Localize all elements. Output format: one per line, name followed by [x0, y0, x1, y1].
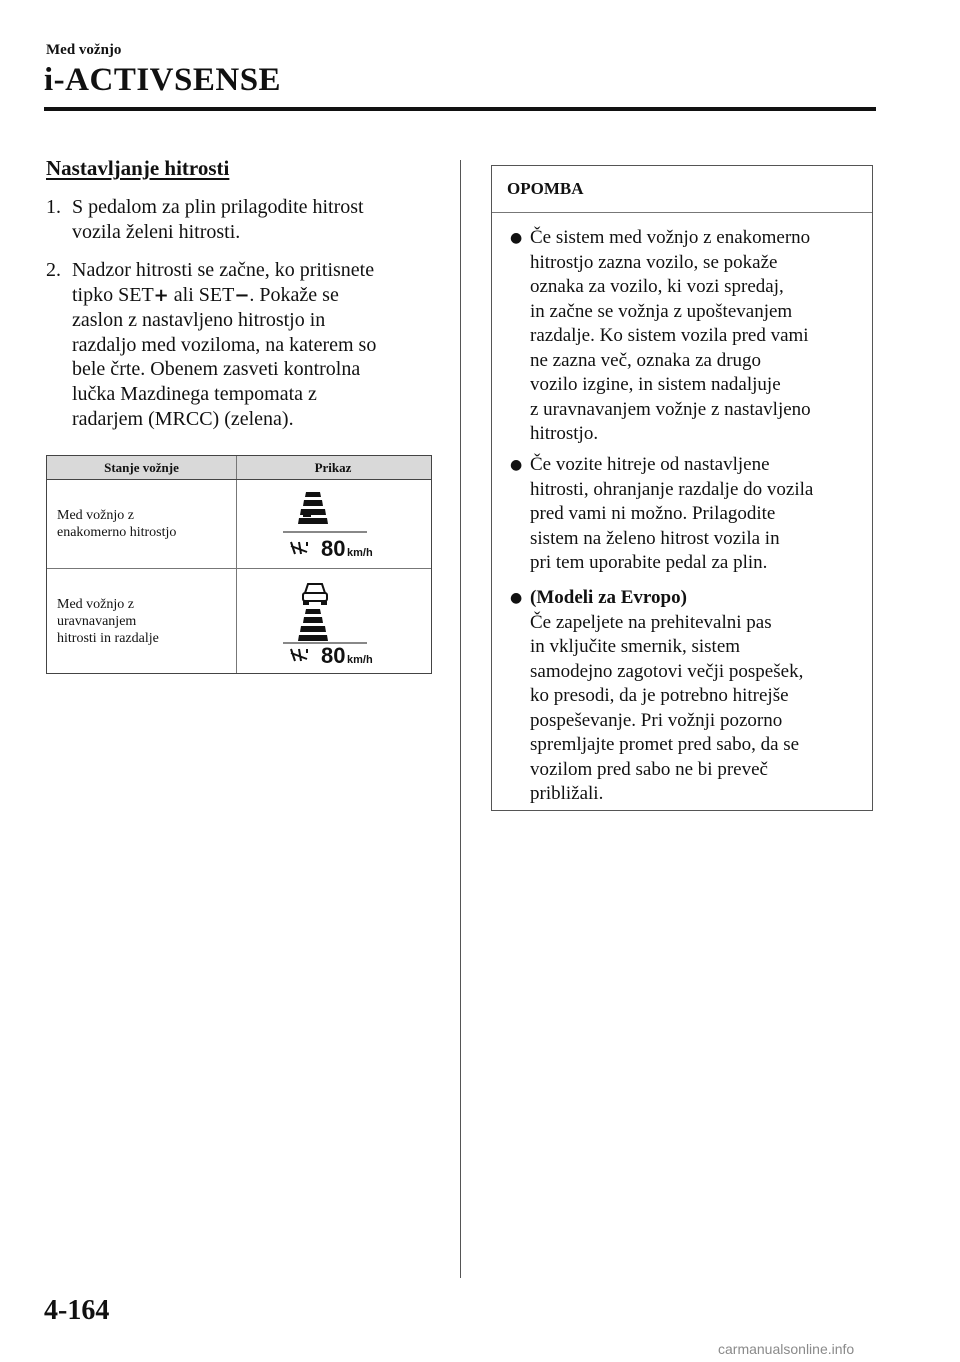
note-line: Če vozite hitreje od nastavljene: [530, 454, 770, 475]
page-title: i-ACTIVSENSE: [44, 62, 282, 98]
note-line: pospeševanje. Pri vožnji pozorno: [530, 709, 783, 731]
note-line: razdalje. Ko sistem vozila pred vami: [530, 325, 809, 346]
cruise-display-graphic: [237, 480, 429, 568]
note-line: vozilo izgine, in sistem nadaljuje: [530, 374, 781, 395]
state-line: uravnavanjem: [57, 613, 137, 629]
speed-value: 80: [321, 536, 346, 561]
column-header-state: Stanje vožnje: [47, 456, 237, 479]
state-line: Med vožnjo z: [57, 508, 134, 523]
note-line: spremljajte promet pred sabo, da se: [530, 734, 800, 755]
note-line: približali.: [530, 783, 604, 804]
note-line: oznaka za vozilo, ki vozi spredaj,: [530, 276, 784, 297]
note-title: OPOMBA: [492, 166, 872, 213]
plus-icon: +: [153, 284, 169, 306]
cruise-display-graphic: [237, 569, 429, 673]
step-line: razdaljo med voziloma, na katerem so: [72, 333, 377, 356]
note-line: Če zapeljete na prehitevalni pas: [530, 611, 772, 633]
watermark-link[interactable]: carmanualsonline.info: [718, 1341, 855, 1357]
note-line: ko presodi, da je potrebno hitrejše: [530, 685, 789, 706]
bullet-icon: ●: [510, 230, 523, 246]
state-cell: [47, 569, 237, 673]
note-line: pri tem uporabite pedal za plin.: [530, 552, 768, 573]
note-line: in vključite smernik, sistem: [530, 636, 741, 657]
note-line: in začne se vožnja z upoštevanjem: [530, 300, 793, 322]
step-item: [46, 195, 446, 244]
state-cell: [47, 480, 237, 568]
note-line: samodejno zagotovi večji pospešek,: [530, 660, 804, 682]
note-box: [491, 165, 873, 811]
section-label: Med vožnjo: [46, 42, 122, 58]
note-line: vozilom pred sabo ne bi preveč: [530, 758, 768, 780]
step-line: vozila želeni hitrosti.: [72, 220, 241, 243]
table-row: [47, 569, 431, 673]
distance-bars-icon: [298, 492, 328, 524]
step-line: radarjem (MRCC) (zelena).: [72, 407, 294, 430]
display-cell: [237, 569, 429, 673]
column-divider: [460, 160, 461, 1278]
step-text: . Pokaže se: [249, 283, 339, 306]
minus-icon: −: [234, 284, 250, 306]
note-line: Če sistem med vožnjo z enakomerno: [530, 227, 811, 248]
step-line: zaslon z nastavljeno hitrostjo in: [72, 309, 326, 332]
note-bullet: [510, 586, 862, 807]
step-line: S pedalom za plin prilagodite hitrost: [72, 196, 364, 218]
distance-bars-icon: [298, 609, 328, 641]
state-line: hitrosti in razdalje: [57, 630, 159, 646]
note-line: z uravnavanjem vožnje z nastavljeno: [530, 398, 811, 420]
step-line: bele črte. Obenem zasveti kontrolna: [72, 358, 361, 381]
note-line: pred vami ni možno. Prilagodite: [530, 503, 776, 524]
step-line: Nadzor hitrosti se začne, ko pritisnete: [72, 259, 375, 281]
bullet-icon: ●: [510, 590, 523, 606]
table-row: [47, 480, 431, 569]
note-line: sistem na želeno hitrost vozila in: [530, 527, 780, 549]
note-bullet: [510, 226, 862, 447]
speed-unit: km/h: [347, 547, 373, 559]
radar-car-icon: [291, 542, 307, 554]
step-text: tipko SET: [72, 283, 154, 306]
step-line-with-keys: [72, 283, 446, 309]
speed-value: 80: [321, 643, 346, 668]
display-status-table: [46, 455, 432, 674]
note-bullet: [510, 453, 862, 576]
step-number: 2.: [46, 259, 61, 281]
step-line: lučka Mazdinega tempomata z: [72, 382, 317, 405]
bullet-icon: ●: [510, 457, 523, 473]
radar-car-icon: [291, 649, 307, 661]
step-number: 1.: [46, 196, 61, 218]
page-number: 4-164: [44, 1295, 110, 1326]
speed-unit: km/h: [347, 654, 373, 666]
state-line: enakomerno hitrostjo: [57, 525, 177, 540]
note-line: hitrostjo.: [530, 423, 599, 444]
column-header-display: Prikaz: [314, 460, 352, 475]
table-header: [47, 456, 431, 480]
section-heading: Nastavljanje hitrosti: [46, 156, 230, 180]
note-line: ne zazna več, oznaka za drugo: [530, 349, 762, 371]
display-cell: [237, 480, 429, 568]
vehicle-ahead-icon: [303, 584, 327, 604]
step-text: ali SET: [168, 283, 235, 306]
step-item: [46, 258, 446, 431]
header-divider: [44, 107, 876, 111]
state-line: Med vožnjo z: [57, 596, 134, 612]
note-subheading: (Modeli za Evropo): [530, 587, 687, 608]
note-line: hitrosti, ohranjanje razdalje do vozila: [530, 478, 814, 500]
note-line: hitrostjo zazna vozilo, se pokaže: [530, 251, 778, 273]
